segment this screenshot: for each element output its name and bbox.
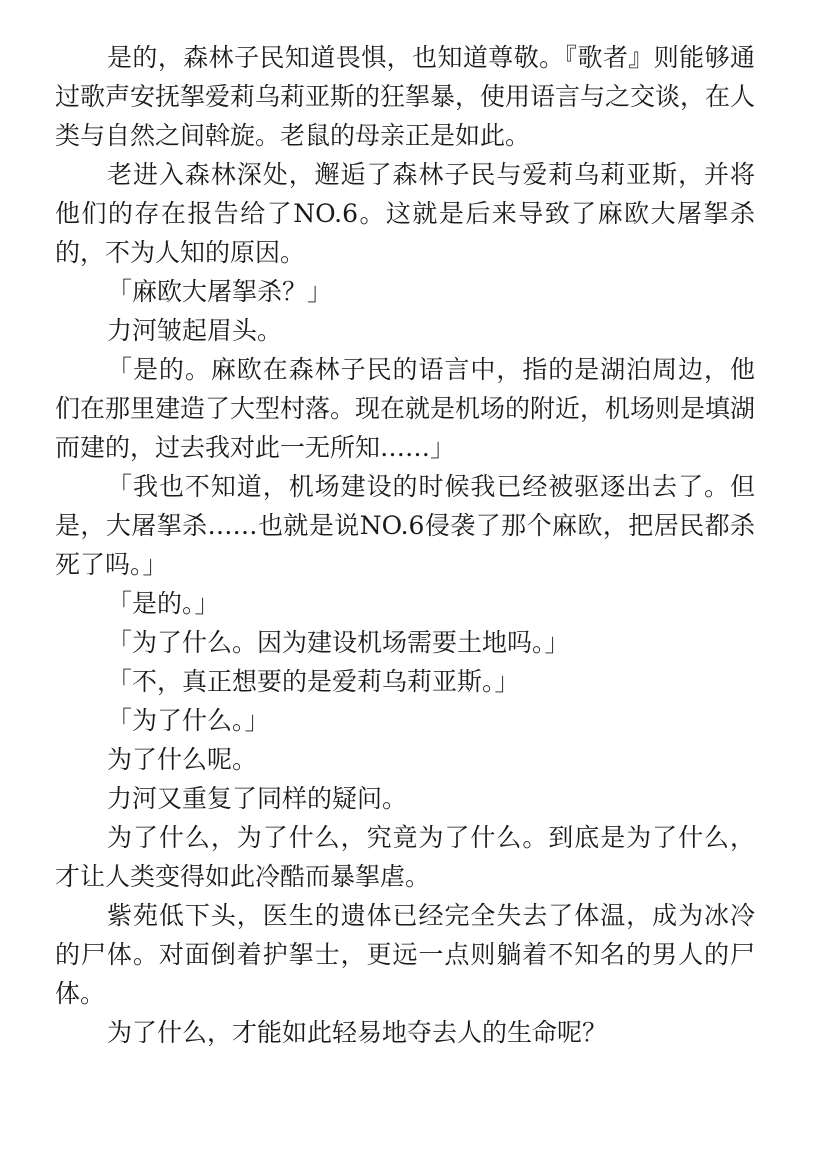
paragraph: 为了什么呢。 [107, 745, 258, 774]
paragraph: 「是的。麻欧在森林子民的语言中，指的是湖泊周边，他们在那里建造了大型村落。现在就是机场的附近，机场则是填湖而建的，过去我对此一无所知……」 [55, 355, 756, 462]
paragraph: 为了什么，才能如此轻易地夺去人的生命呢？ [107, 1018, 608, 1047]
paragraph: 「不，真正想要的是爱莉乌莉亚斯。」 [107, 667, 520, 696]
paragraph: 力河又重复了同样的疑问。 [107, 784, 408, 813]
book-page [55, 38, 755, 1052]
paragraph: 力河皱起眉头。 [107, 316, 283, 345]
paragraph: 「为了什么。」 [107, 706, 270, 735]
paragraph: 「我也不知道，机场建设的时候我已经被驱逐出去了。但是，大屠挐杀……也就是说NO.6侵袭了那个麻欧，把居民都杀死了吗。」 [55, 472, 755, 579]
paragraph: 紫苑低下头，医生的遗体已经完全失去了体温，成为冰冷的尸体。对面倒着护挐士，更远一点则躺着不知名的男人的尸体。 [55, 901, 755, 1008]
paragraph: 为了什么，为了什么，究竟为了什么。到底是为了什么，才让人类变得如此冷酷而暴挐虐。 [55, 823, 755, 891]
paragraph: 「为了什么。因为建设机场需要土地吗。」 [107, 628, 570, 657]
paragraph: 是的，森林子民知道畏惧，也知道尊敬。『歌者』则能够通过歌声安抚挐爱莉乌莉亚斯的狂挐暴，使用语言与之交谈，在人类与自然之间斡旋。老鼠的母亲正是如此。 [55, 43, 756, 150]
paragraph: 「是的。」 [107, 589, 220, 618]
paragraph: 「麻欧大屠挐杀？」 [107, 277, 333, 306]
paragraph: 老进入森林深处，邂逅了森林子民与爱莉乌莉亚斯，并将他们的存在报告给了NO.6。这就是后来导致了麻欧大屠挐杀的，不为人知的原因。 [55, 160, 755, 267]
